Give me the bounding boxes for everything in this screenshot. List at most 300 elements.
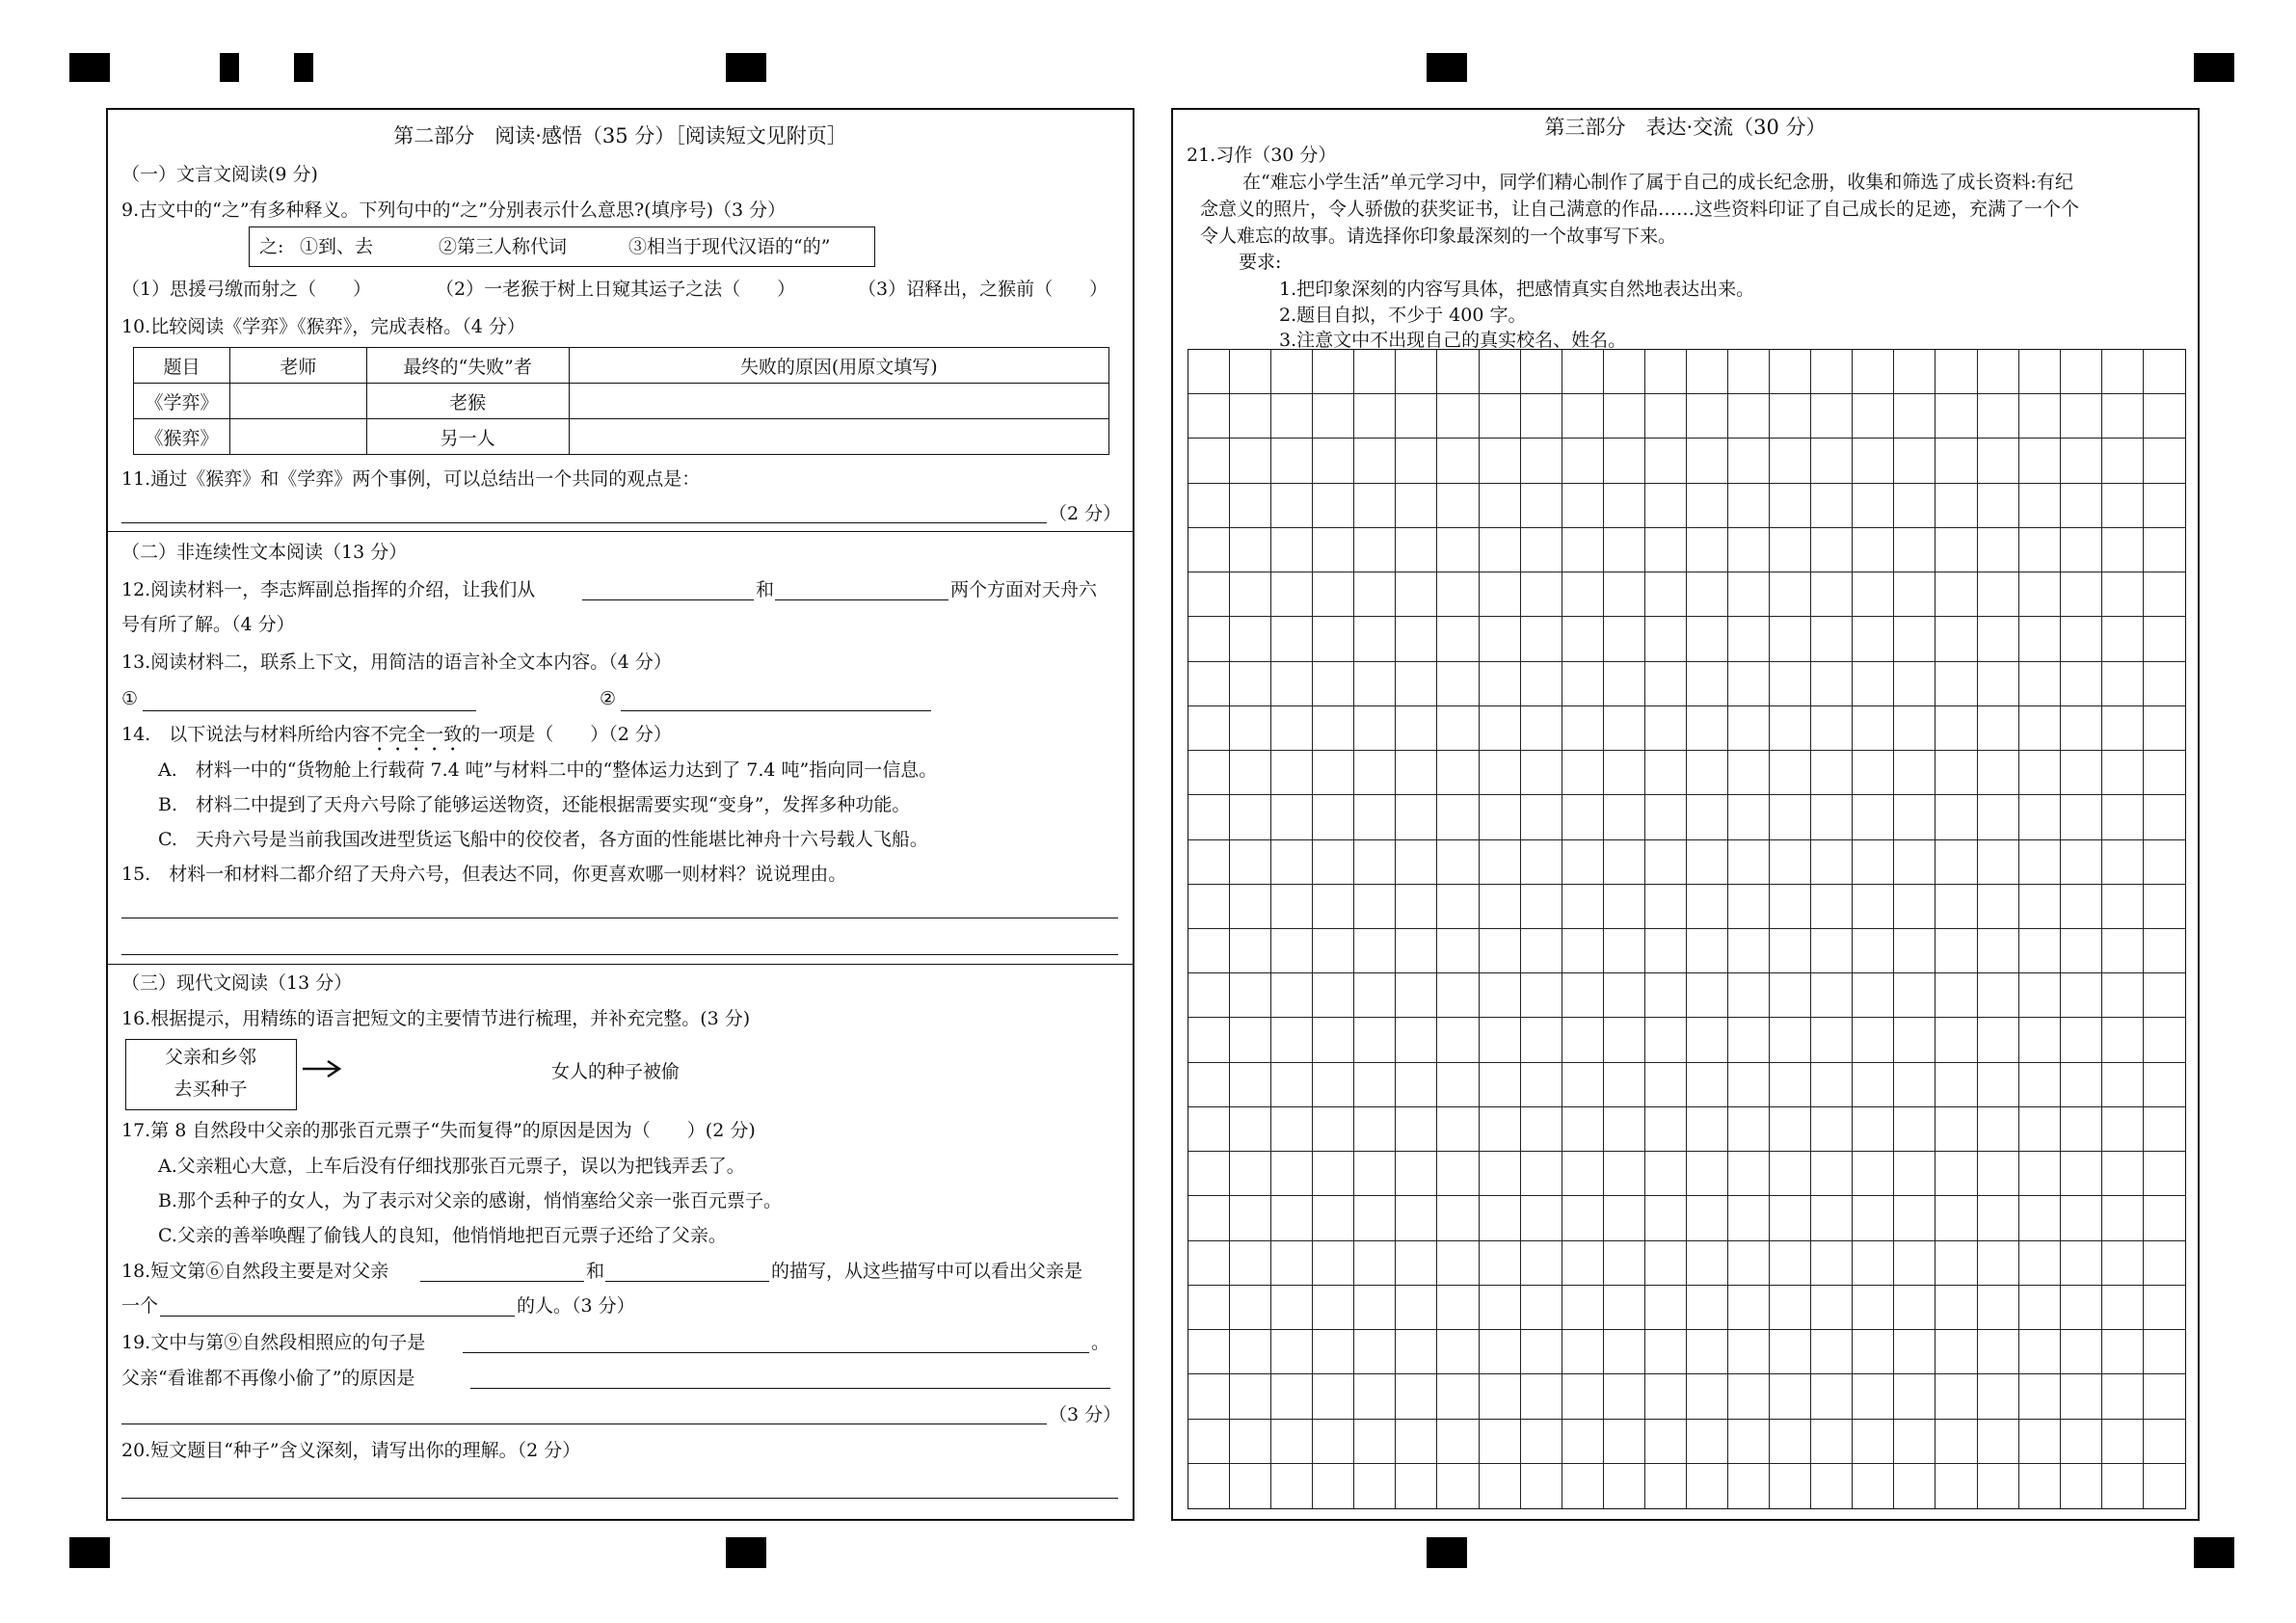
grid-cell[interactable]: [1437, 394, 1479, 439]
grid-cell[interactable]: [1354, 528, 1396, 572]
grid-cell[interactable]: [1230, 1196, 1271, 1240]
grid-cell[interactable]: [1604, 1374, 1645, 1419]
grid-cell[interactable]: [1936, 795, 1977, 839]
grid-cell[interactable]: [2019, 1241, 2061, 1286]
grid-cell[interactable]: [1313, 751, 1354, 795]
grid-cell[interactable]: [1521, 1420, 1562, 1464]
grid-cell[interactable]: [1687, 1464, 1728, 1508]
grid-cell[interactable]: [1562, 973, 1604, 1018]
grid-cell[interactable]: [1188, 1330, 1230, 1374]
grid-cell[interactable]: [1645, 885, 1687, 929]
grid-cell[interactable]: [1936, 751, 1977, 795]
grid-cell[interactable]: [1313, 617, 1354, 661]
grid-cell[interactable]: [1521, 1330, 1562, 1374]
grid-cell[interactable]: [1645, 1420, 1687, 1464]
grid-cell[interactable]: [1230, 1107, 1271, 1152]
grid-cell[interactable]: [1271, 572, 1313, 617]
grid-cell[interactable]: [1811, 572, 1853, 617]
grid-cell[interactable]: [1894, 973, 1936, 1018]
grid-cell[interactable]: [1354, 1374, 1396, 1419]
grid-cell[interactable]: [1396, 1286, 1437, 1330]
grid-cell[interactable]: [1313, 484, 1354, 528]
grid-cell[interactable]: [1645, 795, 1687, 839]
grid-cell[interactable]: [1978, 706, 2019, 751]
grid-cell[interactable]: [1437, 1018, 1479, 1062]
grid-cell[interactable]: [1313, 1107, 1354, 1152]
grid-cell[interactable]: [1230, 439, 1271, 483]
grid-cell[interactable]: [1645, 1286, 1687, 1330]
grid-cell[interactable]: [1562, 1420, 1604, 1464]
grid-cell[interactable]: [1811, 394, 1853, 439]
grid-cell[interactable]: [2019, 484, 2061, 528]
grid-cell[interactable]: [1480, 706, 1521, 751]
grid-cell[interactable]: [1853, 1464, 1894, 1508]
grid-cell[interactable]: [1313, 840, 1354, 885]
grid-cell[interactable]: [1562, 706, 1604, 751]
grid-cell[interactable]: [1354, 394, 1396, 439]
grid-cell[interactable]: [1271, 795, 1313, 839]
grid-cell[interactable]: [1396, 350, 1437, 394]
grid-cell[interactable]: [1770, 1107, 1811, 1152]
grid-cell[interactable]: [1271, 973, 1313, 1018]
grid-cell[interactable]: [1687, 1330, 1728, 1374]
grid-cell[interactable]: [1271, 1107, 1313, 1152]
grid-cell[interactable]: [2144, 1420, 2185, 1464]
grid-cell[interactable]: [1853, 572, 1894, 617]
grid-cell[interactable]: [1396, 929, 1437, 973]
grid-cell[interactable]: [1728, 617, 1770, 661]
grid-cell[interactable]: [1230, 795, 1271, 839]
grid-cell[interactable]: [1978, 1330, 2019, 1374]
grid-cell[interactable]: [1770, 350, 1811, 394]
grid-cell[interactable]: [1480, 973, 1521, 1018]
grid-cell[interactable]: [1978, 662, 2019, 706]
grid-cell[interactable]: [1770, 439, 1811, 483]
grid-cell[interactable]: [1728, 1196, 1770, 1240]
grid-cell[interactable]: [1271, 706, 1313, 751]
grid-cell[interactable]: [1811, 929, 1853, 973]
grid-cell[interactable]: [1770, 706, 1811, 751]
grid-cell[interactable]: [1230, 1464, 1271, 1508]
grid-cell[interactable]: [1437, 885, 1479, 929]
grid-cell[interactable]: [2102, 662, 2144, 706]
grid-cell[interactable]: [1770, 751, 1811, 795]
grid-cell[interactable]: [2102, 394, 2144, 439]
grid-cell[interactable]: [2019, 973, 2061, 1018]
grid-cell[interactable]: [1354, 795, 1396, 839]
grid-cell[interactable]: [1853, 1374, 1894, 1419]
q20-answer-line[interactable]: [121, 1498, 1118, 1499]
grid-cell[interactable]: [2102, 1063, 2144, 1107]
grid-cell[interactable]: [1480, 1018, 1521, 1062]
grid-cell[interactable]: [1313, 439, 1354, 483]
grid-cell[interactable]: [1894, 439, 1936, 483]
grid-cell[interactable]: [1188, 1241, 1230, 1286]
grid-cell[interactable]: [1271, 1420, 1313, 1464]
grid-cell[interactable]: [1645, 840, 1687, 885]
grid-cell[interactable]: [1396, 1018, 1437, 1062]
grid-cell[interactable]: [1978, 1152, 2019, 1196]
grid-cell[interactable]: [2019, 1286, 2061, 1330]
grid-cell[interactable]: [1770, 840, 1811, 885]
grid-cell[interactable]: [2102, 1464, 2144, 1508]
grid-cell[interactable]: [1853, 929, 1894, 973]
grid-cell[interactable]: [1645, 439, 1687, 483]
grid-cell[interactable]: [2061, 751, 2102, 795]
grid-cell[interactable]: [1271, 394, 1313, 439]
grid-cell[interactable]: [1480, 350, 1521, 394]
grid-cell[interactable]: [1811, 1152, 1853, 1196]
grid-cell[interactable]: [1188, 439, 1230, 483]
grid-cell[interactable]: [1313, 1374, 1354, 1419]
grid-cell[interactable]: [1480, 1374, 1521, 1419]
grid-cell[interactable]: [1480, 1241, 1521, 1286]
grid-cell[interactable]: [1230, 350, 1271, 394]
grid-cell[interactable]: [1313, 795, 1354, 839]
grid-cell[interactable]: [1894, 350, 1936, 394]
grid-cell[interactable]: [1604, 572, 1645, 617]
grid-cell[interactable]: [1853, 840, 1894, 885]
grid-cell[interactable]: [1936, 617, 1977, 661]
grid-cell[interactable]: [1894, 484, 1936, 528]
grid-cell[interactable]: [1562, 394, 1604, 439]
grid-cell[interactable]: [1770, 1420, 1811, 1464]
grid-cell[interactable]: [1894, 1420, 1936, 1464]
grid-cell[interactable]: [1811, 1464, 1853, 1508]
grid-cell[interactable]: [1645, 751, 1687, 795]
grid-cell[interactable]: [1687, 617, 1728, 661]
grid-cell[interactable]: [1728, 1330, 1770, 1374]
grid-cell[interactable]: [1354, 840, 1396, 885]
grid-cell[interactable]: [1562, 929, 1604, 973]
grid-cell[interactable]: [1396, 1107, 1437, 1152]
grid-cell[interactable]: [1728, 929, 1770, 973]
grid-cell[interactable]: [1521, 929, 1562, 973]
grid-cell[interactable]: [1480, 572, 1521, 617]
grid-cell[interactable]: [2061, 1374, 2102, 1419]
grid-cell[interactable]: [1687, 1018, 1728, 1062]
grid-cell[interactable]: [2061, 1464, 2102, 1508]
grid-cell[interactable]: [1728, 572, 1770, 617]
grid-cell[interactable]: [1521, 840, 1562, 885]
grid-cell[interactable]: [1562, 528, 1604, 572]
grid-cell[interactable]: [2144, 706, 2185, 751]
grid-cell[interactable]: [1811, 617, 1853, 661]
grid-cell[interactable]: [1853, 1196, 1894, 1240]
grid-cell[interactable]: [1853, 1420, 1894, 1464]
grid-cell[interactable]: [1645, 484, 1687, 528]
grid-cell[interactable]: [2102, 528, 2144, 572]
grid-cell[interactable]: [1480, 484, 1521, 528]
grid-cell[interactable]: [1728, 528, 1770, 572]
grid-cell[interactable]: [2019, 1330, 2061, 1374]
grid-cell[interactable]: [1521, 617, 1562, 661]
grid-cell[interactable]: [1770, 1286, 1811, 1330]
grid-cell[interactable]: [1271, 751, 1313, 795]
grid-cell[interactable]: [1230, 617, 1271, 661]
grid-cell[interactable]: [1562, 1464, 1604, 1508]
grid-cell[interactable]: [1480, 1196, 1521, 1240]
grid-cell[interactable]: [1728, 484, 1770, 528]
grid-cell[interactable]: [1936, 706, 1977, 751]
grid-cell[interactable]: [1811, 885, 1853, 929]
grid-cell[interactable]: [1313, 1330, 1354, 1374]
grid-cell[interactable]: [1811, 439, 1853, 483]
grid-cell[interactable]: [1354, 1330, 1396, 1374]
grid-cell[interactable]: [1936, 394, 1977, 439]
grid-cell[interactable]: [1604, 751, 1645, 795]
grid-cell[interactable]: [1604, 528, 1645, 572]
grid-cell[interactable]: [2102, 1196, 2144, 1240]
grid-cell[interactable]: [2061, 617, 2102, 661]
grid-cell[interactable]: [1811, 1107, 1853, 1152]
grid-cell[interactable]: [2061, 1330, 2102, 1374]
grid-cell[interactable]: [1230, 1374, 1271, 1419]
q13-blank-1[interactable]: [143, 710, 476, 711]
grid-cell[interactable]: [1480, 1286, 1521, 1330]
grid-cell[interactable]: [1313, 662, 1354, 706]
grid-cell[interactable]: [1687, 1241, 1728, 1286]
grid-cell[interactable]: [1894, 394, 1936, 439]
grid-cell[interactable]: [2144, 528, 2185, 572]
grid-cell[interactable]: [1354, 484, 1396, 528]
grid-cell[interactable]: [2019, 662, 2061, 706]
grid-cell[interactable]: [1396, 1330, 1437, 1374]
grid-cell[interactable]: [1770, 528, 1811, 572]
grid-cell[interactable]: [1313, 929, 1354, 973]
grid-cell[interactable]: [1770, 1464, 1811, 1508]
grid-cell[interactable]: [1480, 439, 1521, 483]
grid-cell[interactable]: [1687, 751, 1728, 795]
grid-cell[interactable]: [1770, 1374, 1811, 1419]
grid-cell[interactable]: [1437, 350, 1479, 394]
grid-cell[interactable]: [1521, 885, 1562, 929]
grid-cell[interactable]: [2102, 1374, 2144, 1419]
grid-cell[interactable]: [2019, 1152, 2061, 1196]
grid-cell[interactable]: [2061, 706, 2102, 751]
grid-cell[interactable]: [1894, 1018, 1936, 1062]
grid-cell[interactable]: [1354, 751, 1396, 795]
grid-cell[interactable]: [1894, 528, 1936, 572]
grid-cell[interactable]: [1480, 394, 1521, 439]
q12-blank-1[interactable]: [582, 599, 754, 600]
grid-cell[interactable]: [1770, 572, 1811, 617]
grid-cell[interactable]: [1562, 662, 1604, 706]
grid-cell[interactable]: [1188, 1374, 1230, 1419]
grid-cell[interactable]: [1562, 1107, 1604, 1152]
grid-cell[interactable]: [2102, 617, 2144, 661]
grid-cell[interactable]: [1978, 484, 2019, 528]
grid-cell[interactable]: [1936, 1330, 1977, 1374]
grid-cell[interactable]: [1562, 1152, 1604, 1196]
grid-cell[interactable]: [2144, 1107, 2185, 1152]
grid-cell[interactable]: [1437, 1286, 1479, 1330]
grid-cell[interactable]: [1604, 929, 1645, 973]
grid-cell[interactable]: [1313, 1152, 1354, 1196]
grid-cell[interactable]: [2144, 394, 2185, 439]
grid-cell[interactable]: [1437, 795, 1479, 839]
grid-cell[interactable]: [1437, 973, 1479, 1018]
grid-cell[interactable]: [1562, 1018, 1604, 1062]
grid-cell[interactable]: [1396, 1152, 1437, 1196]
grid-cell[interactable]: [1687, 484, 1728, 528]
grid-cell[interactable]: [1313, 572, 1354, 617]
grid-cell[interactable]: [1978, 751, 2019, 795]
grid-cell[interactable]: [1604, 1063, 1645, 1107]
grid-cell[interactable]: [2019, 1063, 2061, 1107]
grid-cell[interactable]: [1437, 1464, 1479, 1508]
grid-cell[interactable]: [1687, 394, 1728, 439]
grid-cell[interactable]: [1811, 840, 1853, 885]
grid-cell[interactable]: [1396, 1063, 1437, 1107]
grid-cell[interactable]: [1936, 1286, 1977, 1330]
grid-cell[interactable]: [1521, 572, 1562, 617]
grid-cell[interactable]: [2144, 1464, 2185, 1508]
grid-cell[interactable]: [1604, 394, 1645, 439]
grid-cell[interactable]: [1480, 1107, 1521, 1152]
grid-cell[interactable]: [1936, 1420, 1977, 1464]
grid-cell[interactable]: [2019, 617, 2061, 661]
grid-cell[interactable]: [1437, 1241, 1479, 1286]
grid-cell[interactable]: [1521, 1196, 1562, 1240]
grid-cell[interactable]: [1230, 706, 1271, 751]
grid-cell[interactable]: [1770, 1063, 1811, 1107]
grid-cell[interactable]: [1562, 1374, 1604, 1419]
grid-cell[interactable]: [1770, 617, 1811, 661]
grid-cell[interactable]: [2144, 885, 2185, 929]
grid-cell[interactable]: [1936, 929, 1977, 973]
grid-cell[interactable]: [2061, 394, 2102, 439]
grid-cell[interactable]: [1313, 350, 1354, 394]
grid-cell[interactable]: [1687, 439, 1728, 483]
grid-cell[interactable]: [1853, 973, 1894, 1018]
grid-cell[interactable]: [1230, 885, 1271, 929]
grid-cell[interactable]: [1437, 1374, 1479, 1419]
grid-cell[interactable]: [1894, 1152, 1936, 1196]
grid-cell[interactable]: [2102, 439, 2144, 483]
grid-cell[interactable]: [1562, 439, 1604, 483]
grid-cell[interactable]: [1480, 1464, 1521, 1508]
grid-cell[interactable]: [1728, 1374, 1770, 1419]
grid-cell[interactable]: [1437, 662, 1479, 706]
grid-cell[interactable]: [1604, 1152, 1645, 1196]
grid-cell[interactable]: [1645, 662, 1687, 706]
q19-blank-2[interactable]: [470, 1388, 1110, 1389]
grid-cell[interactable]: [1853, 662, 1894, 706]
grid-cell[interactable]: [2019, 795, 2061, 839]
grid-cell[interactable]: [1230, 1018, 1271, 1062]
grid-cell[interactable]: [1521, 1018, 1562, 1062]
grid-cell[interactable]: [1978, 439, 2019, 483]
grid-cell[interactable]: [1645, 1330, 1687, 1374]
grid-cell[interactable]: [1770, 1241, 1811, 1286]
q19-blank-3[interactable]: [121, 1423, 1047, 1424]
grid-cell[interactable]: [1645, 973, 1687, 1018]
q11-answer-line[interactable]: [121, 522, 1047, 523]
grid-cell[interactable]: [1271, 1374, 1313, 1419]
grid-cell[interactable]: [1728, 1018, 1770, 1062]
grid-cell[interactable]: [2019, 1196, 2061, 1240]
grid-cell[interactable]: [1230, 1330, 1271, 1374]
grid-cell[interactable]: [1604, 617, 1645, 661]
grid-cell[interactable]: [2102, 1018, 2144, 1062]
grid-cell[interactable]: [1354, 1420, 1396, 1464]
grid-cell[interactable]: [2061, 1420, 2102, 1464]
grid-cell[interactable]: [2061, 929, 2102, 973]
grid-cell[interactable]: [1728, 662, 1770, 706]
grid-cell[interactable]: [1562, 1241, 1604, 1286]
grid-cell[interactable]: [1687, 795, 1728, 839]
grid-cell[interactable]: [1811, 1063, 1853, 1107]
grid-cell[interactable]: [1188, 617, 1230, 661]
grid-cell[interactable]: [1770, 484, 1811, 528]
grid-cell[interactable]: [1894, 617, 1936, 661]
grid-cell[interactable]: [2102, 1241, 2144, 1286]
grid-cell[interactable]: [2144, 439, 2185, 483]
grid-cell[interactable]: [2102, 572, 2144, 617]
grid-cell[interactable]: [1728, 350, 1770, 394]
grid-cell[interactable]: [1853, 1241, 1894, 1286]
grid-cell[interactable]: [1687, 929, 1728, 973]
grid-cell[interactable]: [1936, 439, 1977, 483]
grid-cell[interactable]: [2144, 617, 2185, 661]
grid-cell[interactable]: [1230, 1286, 1271, 1330]
grid-cell[interactable]: [1396, 1374, 1437, 1419]
grid-cell[interactable]: [1770, 885, 1811, 929]
grid-cell[interactable]: [1396, 1196, 1437, 1240]
grid-cell[interactable]: [1687, 973, 1728, 1018]
grid-cell[interactable]: [2019, 439, 2061, 483]
grid-cell[interactable]: [1313, 706, 1354, 751]
grid-cell[interactable]: [1521, 350, 1562, 394]
grid-cell[interactable]: [1354, 885, 1396, 929]
grid-cell[interactable]: [1894, 1374, 1936, 1419]
grid-cell[interactable]: [2102, 350, 2144, 394]
grid-cell[interactable]: [1562, 1196, 1604, 1240]
grid-cell[interactable]: [1230, 1063, 1271, 1107]
grid-cell[interactable]: [2019, 1374, 2061, 1419]
grid-cell[interactable]: [1728, 973, 1770, 1018]
grid-cell[interactable]: [1521, 1107, 1562, 1152]
grid-cell[interactable]: [1480, 617, 1521, 661]
grid-cell[interactable]: [2061, 840, 2102, 885]
grid-cell[interactable]: [1230, 751, 1271, 795]
grid-cell[interactable]: [1936, 572, 1977, 617]
grid-cell[interactable]: [1853, 1152, 1894, 1196]
q12-blank-2[interactable]: [775, 599, 948, 600]
grid-cell[interactable]: [1936, 1464, 1977, 1508]
grid-cell[interactable]: [1271, 840, 1313, 885]
table-cell-blank[interactable]: [569, 419, 1108, 455]
grid-cell[interactable]: [1770, 929, 1811, 973]
grid-cell[interactable]: [1728, 1152, 1770, 1196]
grid-cell[interactable]: [1313, 528, 1354, 572]
grid-cell[interactable]: [2102, 751, 2144, 795]
grid-cell[interactable]: [1437, 528, 1479, 572]
grid-cell[interactable]: [1728, 751, 1770, 795]
grid-cell[interactable]: [2102, 484, 2144, 528]
grid-cell[interactable]: [1271, 484, 1313, 528]
grid-cell[interactable]: [1853, 350, 1894, 394]
grid-cell[interactable]: [2061, 662, 2102, 706]
grid-cell[interactable]: [1978, 1420, 2019, 1464]
grid-cell[interactable]: [1313, 1063, 1354, 1107]
grid-cell[interactable]: [1978, 885, 2019, 929]
grid-cell[interactable]: [2102, 795, 2144, 839]
grid-cell[interactable]: [1271, 1152, 1313, 1196]
grid-cell[interactable]: [1687, 840, 1728, 885]
grid-cell[interactable]: [1811, 1286, 1853, 1330]
